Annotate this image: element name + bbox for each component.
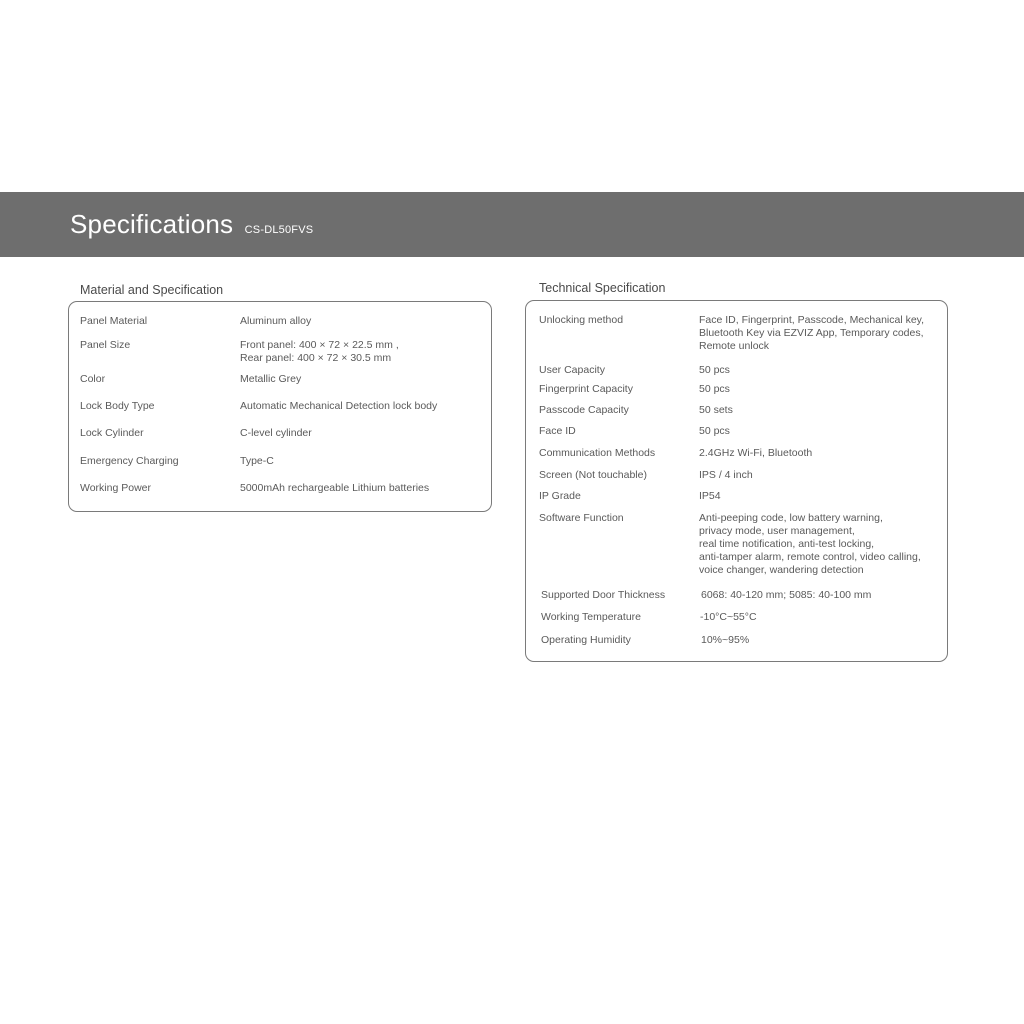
spec-label: Operating Humidity	[541, 634, 631, 646]
spec-label: Unlocking method	[539, 314, 624, 326]
spec-value-line: privacy mode, user management,	[699, 525, 855, 537]
spec-value	[699, 490, 721, 503]
model-number: CS-DL50FVS	[244, 224, 314, 236]
spec-value	[699, 469, 753, 482]
spec-value	[240, 400, 437, 413]
spec-value-line: 6068: 40-120 mm; 5085: 40-100 mm	[701, 589, 872, 601]
spec-value-line: C-level cylinder	[240, 427, 312, 439]
spec-value	[240, 339, 399, 365]
spec-label: Panel Size	[80, 339, 131, 351]
spec-label: Working Power	[80, 482, 151, 494]
spec-value-line: 50 pcs	[699, 425, 730, 437]
spec-value-line: 5000mAh rechargeable Lithium batteries	[240, 482, 430, 494]
spec-value-line: Type-C	[240, 455, 274, 467]
header-banner	[0, 192, 1024, 257]
spec-label: Software Function	[539, 512, 624, 524]
spec-value	[699, 383, 730, 396]
spec-value	[240, 315, 311, 328]
spec-value	[701, 634, 749, 647]
spec-label: Lock Body Type	[80, 400, 155, 412]
material-section-heading: Material and Specification	[80, 283, 224, 297]
spec-value-line: Aluminum alloy	[240, 315, 312, 327]
spec-value	[699, 447, 812, 460]
spec-value-line: real time notification, anti-test locking,	[699, 538, 875, 550]
page-title-text: Specifications	[70, 209, 234, 239]
spec-value-line: Face ID, Fingerprint, Passcode, Mechanical key,	[699, 314, 925, 326]
spec-label: IP Grade	[539, 490, 581, 502]
spec-value-line: 10%~95%	[701, 634, 750, 646]
spec-value-line: Bluetooth Key via EZVIZ App, Temporary codes,	[699, 327, 924, 339]
spec-label: Working Temperature	[541, 611, 641, 623]
spec-value-line: Rear panel: 400 × 72 × 30.5 mm	[240, 352, 392, 364]
spec-value	[240, 482, 429, 495]
spec-value-line: IPS / 4 inch	[699, 469, 753, 481]
spec-value	[699, 404, 733, 417]
spec-value-line: Anti-peeping code, low battery warning,	[699, 512, 883, 524]
spec-value	[700, 611, 757, 624]
spec-label: Panel Material	[80, 315, 148, 327]
technical-section-heading: Technical Specification	[539, 281, 666, 295]
spec-label: Fingerprint Capacity	[539, 383, 633, 395]
spec-label: Passcode Capacity	[539, 404, 629, 416]
spec-value	[240, 427, 312, 440]
spec-label: Emergency Charging	[80, 455, 179, 467]
spec-value	[701, 589, 871, 602]
spec-label: Screen (Not touchable)	[539, 469, 647, 481]
spec-value-line: anti-tamper alarm, remote control, video calling,	[699, 551, 921, 563]
spec-value-line: Automatic Mechanical Detection lock body	[240, 400, 438, 412]
spec-value-line: 50 sets	[699, 404, 733, 416]
spec-value-line: Remote unlock	[699, 340, 770, 352]
spec-value-line: 50 pcs	[699, 383, 730, 395]
spec-label: Lock Cylinder	[80, 427, 144, 439]
spec-value	[699, 512, 921, 577]
spec-value-line: Front panel: 400 × 72 × 22.5 mm ,	[240, 339, 399, 351]
spec-label: User Capacity	[539, 364, 605, 376]
spec-value-line: IP54	[699, 490, 721, 502]
spec-value-line: Metallic Grey	[240, 373, 302, 385]
spec-label: Color	[80, 373, 106, 385]
spec-label: Communication Methods	[539, 447, 656, 459]
spec-value	[699, 364, 730, 377]
spec-value-line: -10°C~55°C	[700, 611, 757, 623]
spec-value-line: voice changer, wandering detection	[699, 564, 864, 576]
spec-value	[240, 455, 274, 468]
spec-label: Supported Door Thickness	[541, 589, 666, 601]
spec-value-line: 50 pcs	[699, 364, 730, 376]
page-title	[70, 209, 313, 240]
spec-value-line: 2.4GHz Wi-Fi, Bluetooth	[699, 447, 813, 459]
spec-value	[240, 373, 301, 386]
spec-value	[699, 314, 924, 353]
spec-value	[699, 425, 730, 438]
spec-label: Face ID	[539, 425, 576, 437]
